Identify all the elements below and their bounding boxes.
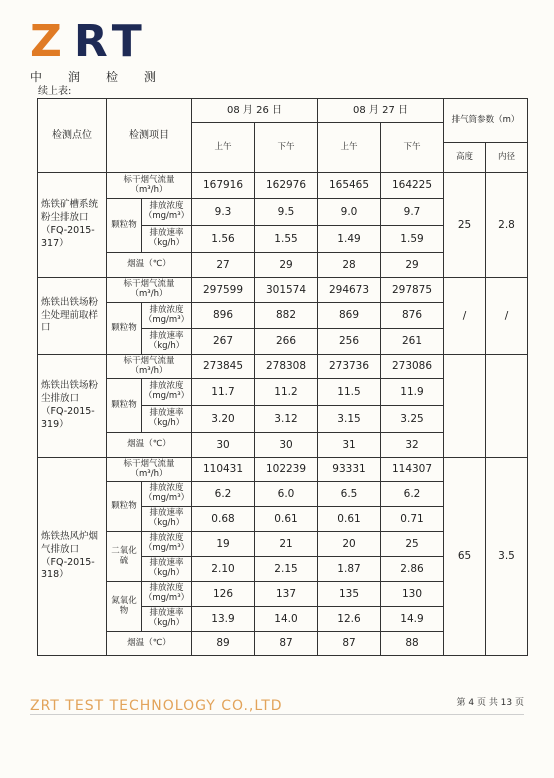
value-cell: 11.7 xyxy=(192,379,255,406)
stack-diameter: 2.8 xyxy=(486,173,528,278)
header-point: 检测点位 xyxy=(38,99,107,173)
value-cell: 9.7 xyxy=(381,199,444,226)
value-cell: 6.2 xyxy=(381,482,444,507)
value-cell: 9.0 xyxy=(318,199,381,226)
pollutant-label: 颗粒物 xyxy=(107,199,142,253)
point-name: 炼铁热风炉烟气排放口（FQ-2015-318） xyxy=(38,458,107,656)
value-cell: 165465 xyxy=(318,173,381,199)
value-cell: 278308 xyxy=(255,355,318,379)
logo-sub-char: 润 xyxy=(67,70,82,84)
value-cell: 130 xyxy=(381,582,444,607)
stack-height xyxy=(444,355,486,458)
logo-letters-rt: RT xyxy=(73,16,148,67)
header-height: 高度 xyxy=(444,143,486,173)
logo-sub-char: 中 xyxy=(30,70,45,84)
value-cell: 882 xyxy=(255,303,318,329)
value-cell: 273086 xyxy=(381,355,444,379)
header-date-1: 08 月 26 日 xyxy=(192,99,318,123)
value-cell: 273736 xyxy=(318,355,381,379)
value-cell: 0.71 xyxy=(381,507,444,532)
value-cell: 11.5 xyxy=(318,379,381,406)
value-cell: 266 xyxy=(255,329,318,355)
value-cell: 1.87 xyxy=(318,557,381,582)
value-cell: 11.2 xyxy=(255,379,318,406)
conc-label: 排放浓度（mg/m³） xyxy=(142,303,192,329)
value-cell: 27 xyxy=(192,253,255,278)
conc-label: 排放浓度（mg/m³） xyxy=(142,199,192,226)
value-cell: 1.59 xyxy=(381,226,444,253)
value-cell: 2.10 xyxy=(192,557,255,582)
value-cell: 31 xyxy=(318,433,381,458)
temp-label: 烟温（℃） xyxy=(107,632,192,656)
value-cell: 12.6 xyxy=(318,607,381,632)
point-name: 炼铁矿槽系统粉尘排放口（FQ-2015-317） xyxy=(38,173,107,278)
value-cell: 301574 xyxy=(255,278,318,303)
flow-label: 标干烟气流量（m³/h） xyxy=(107,355,192,379)
rate-label: 排放速率（kg/h） xyxy=(142,557,192,582)
value-cell: 29 xyxy=(381,253,444,278)
value-cell: 93331 xyxy=(318,458,381,482)
header-item: 检测项目 xyxy=(107,99,192,173)
header-stack: 排气筒参数（m） xyxy=(444,99,528,143)
value-cell: 164225 xyxy=(381,173,444,199)
value-cell: 3.25 xyxy=(381,406,444,433)
value-cell: 102239 xyxy=(255,458,318,482)
temp-label: 烟温（℃） xyxy=(107,253,192,278)
value-cell: 297875 xyxy=(381,278,444,303)
value-cell: 0.61 xyxy=(318,507,381,532)
point-name: 炼铁出铁场粉尘处理前取样口 xyxy=(38,278,107,355)
value-cell: 11.9 xyxy=(381,379,444,406)
value-cell: 6.2 xyxy=(192,482,255,507)
value-cell: 167916 xyxy=(192,173,255,199)
value-cell: 14.9 xyxy=(381,607,444,632)
value-cell: 0.61 xyxy=(255,507,318,532)
conc-label: 排放浓度（mg/m³） xyxy=(142,582,192,607)
stack-diameter xyxy=(486,355,528,458)
value-cell: 2.15 xyxy=(255,557,318,582)
page-footer xyxy=(30,686,524,715)
value-cell: 87 xyxy=(255,632,318,656)
logo-sub-char: 测 xyxy=(143,70,158,84)
flow-label: 标干烟气流量（m³/h） xyxy=(107,278,192,303)
value-cell: 30 xyxy=(255,433,318,458)
value-cell: 13.9 xyxy=(192,607,255,632)
value-cell: 19 xyxy=(192,532,255,557)
value-cell: 1.56 xyxy=(192,226,255,253)
pollutant-label: 颗粒物 xyxy=(107,379,142,433)
value-cell: 114307 xyxy=(381,458,444,482)
stack-height: 25 xyxy=(444,173,486,278)
value-cell: 6.0 xyxy=(255,482,318,507)
rate-label: 排放速率（kg/h） xyxy=(142,607,192,632)
value-cell: 6.5 xyxy=(318,482,381,507)
results-table xyxy=(37,98,528,656)
value-cell: 28 xyxy=(318,253,381,278)
rate-label: 排放速率（kg/h） xyxy=(142,226,192,253)
value-cell: 267 xyxy=(192,329,255,355)
pollutant-label: 氮氧化物 xyxy=(107,582,142,632)
value-cell: 25 xyxy=(381,532,444,557)
header-am: 上午 xyxy=(192,123,255,173)
value-cell: 21 xyxy=(255,532,318,557)
stack-height: / xyxy=(444,278,486,355)
value-cell: 88 xyxy=(381,632,444,656)
value-cell: 3.12 xyxy=(255,406,318,433)
value-cell: 162976 xyxy=(255,173,318,199)
value-cell: 126 xyxy=(192,582,255,607)
pollutant-label: 二氧化硫 xyxy=(107,532,142,582)
value-cell: 14.0 xyxy=(255,607,318,632)
value-cell: 29 xyxy=(255,253,318,278)
value-cell: 294673 xyxy=(318,278,381,303)
value-cell: 89 xyxy=(192,632,255,656)
value-cell: 869 xyxy=(318,303,381,329)
value-cell: 32 xyxy=(381,433,444,458)
flow-label: 标干烟气流量（m³/h） xyxy=(107,173,192,199)
header-diameter: 内径 xyxy=(486,143,528,173)
value-cell: 896 xyxy=(192,303,255,329)
rate-label: 排放速率（kg/h） xyxy=(142,507,192,532)
value-cell: 1.55 xyxy=(255,226,318,253)
conc-label: 排放浓度（mg/m³） xyxy=(142,532,192,557)
value-cell: 876 xyxy=(381,303,444,329)
stack-diameter: / xyxy=(486,278,528,355)
logo-sub-char: 检 xyxy=(105,70,120,84)
rate-label: 排放速率（kg/h） xyxy=(142,329,192,355)
header-am: 上午 xyxy=(318,123,381,173)
temp-label: 烟温（℃） xyxy=(107,433,192,458)
value-cell: 261 xyxy=(381,329,444,355)
header-date-2: 08 月 27 日 xyxy=(318,99,444,123)
pollutant-label: 颗粒物 xyxy=(107,303,142,355)
continued-label: 续上表: xyxy=(38,86,72,97)
footer-company: ZRT TEST TECHNOLOGY CO.,LTD xyxy=(30,698,283,714)
value-cell: 9.3 xyxy=(192,199,255,226)
rate-label: 排放速率（kg/h） xyxy=(142,406,192,433)
conc-label: 排放浓度（mg/m³） xyxy=(142,482,192,507)
value-cell: 87 xyxy=(318,632,381,656)
value-cell: 256 xyxy=(318,329,381,355)
value-cell: 20 xyxy=(318,532,381,557)
value-cell: 0.68 xyxy=(192,507,255,532)
flow-label: 标干烟气流量（m³/h） xyxy=(107,458,192,482)
value-cell: 273845 xyxy=(192,355,255,379)
conc-label: 排放浓度（mg/m³） xyxy=(142,379,192,406)
point-name: 炼铁出铁场粉尘排放口（FQ-2015-319） xyxy=(38,355,107,458)
value-cell: 135 xyxy=(318,582,381,607)
stack-height: 65 xyxy=(444,458,486,656)
value-cell: 3.15 xyxy=(318,406,381,433)
value-cell: 137 xyxy=(255,582,318,607)
header-pm: 下午 xyxy=(381,123,444,173)
footer-page-number: 第 4 页 共 13 页 xyxy=(456,698,524,708)
value-cell: 30 xyxy=(192,433,255,458)
stack-diameter: 3.5 xyxy=(486,458,528,656)
pollutant-label: 颗粒物 xyxy=(107,482,142,532)
header-pm: 下午 xyxy=(255,123,318,173)
company-logo xyxy=(30,16,180,85)
value-cell: 297599 xyxy=(192,278,255,303)
value-cell: 9.5 xyxy=(255,199,318,226)
value-cell: 1.49 xyxy=(318,226,381,253)
value-cell: 3.20 xyxy=(192,406,255,433)
logo-letter-z: Z xyxy=(30,16,68,67)
value-cell: 110431 xyxy=(192,458,255,482)
value-cell: 2.86 xyxy=(381,557,444,582)
